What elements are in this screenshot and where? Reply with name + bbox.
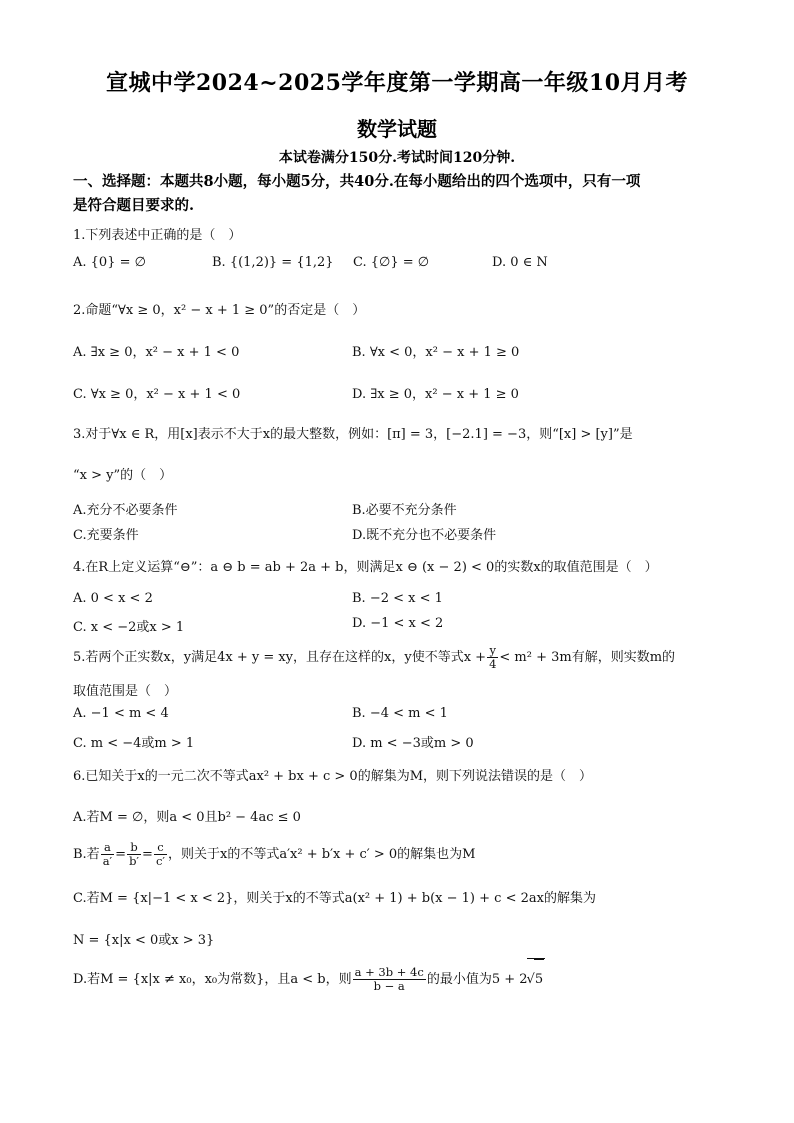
q4-stem: 4.在R上定义运算“⊖”：a ⊖ b = ab + 2a + b，则满足x ⊖ (x − 2) < 0的实数x的取值范围是（ ） xyxy=(73,560,658,575)
q2-option-a: A. ∃x ≥ 0，x² − x + 1 < 0 xyxy=(73,345,240,360)
q6-b-frac-a-den: a′ xyxy=(102,854,113,868)
q6-b-frac-c-den: c′ xyxy=(155,854,166,868)
q4-option-a: A. 0 < x < 2 xyxy=(73,591,153,606)
q6-b-fraction-c xyxy=(154,841,167,868)
q1-option-d: D. 0 ∈ N xyxy=(492,255,548,270)
q5-stem-line1 xyxy=(73,640,675,676)
q3-option-d: D.既不充分也不必要条件 xyxy=(352,528,497,543)
q5-option-b: B. −4 < m < 1 xyxy=(352,706,448,721)
q5-fraction xyxy=(487,644,498,671)
q6-b-fraction-a xyxy=(101,841,114,868)
q5-fraction-numerator: y xyxy=(487,644,498,658)
q6-option-c-line1: C.若M = {x|−1 < x < 2}，则关于x的不等式a(x² + 1) + b(x − 1) + c < 2ax的解集为 xyxy=(73,891,596,906)
q3-stem-line1: 3.对于∀x ∈ R，用[x]表示不大于x的最大整数，例如：[π] = 3，[−2.1] = −3，则“[x] > [y]”是 xyxy=(73,427,633,442)
q6-b-fraction-b xyxy=(127,841,141,868)
section-heading-line1: 一、选择题：本题共8小题，每小题5分，共40分.在每小题给出的四个选项中，只有一项 xyxy=(73,173,641,190)
q6-stem: 6.已知关于x的一元二次不等式ax² + bx + c > 0的解集为M，则下列说法错误的是（ ） xyxy=(73,769,593,784)
q6-b-equals-1: = xyxy=(115,847,127,862)
q6-option-c-line2: N = {x|x < 0或x > 3} xyxy=(73,933,215,948)
q2-option-d: D. ∃x ≥ 0，x² − x + 1 ≥ 0 xyxy=(352,387,519,402)
q6-option-b xyxy=(73,836,475,874)
q2-stem: 2.命题“∀x ≥ 0，x² − x + 1 ≥ 0”的否定是（ ） xyxy=(73,303,366,318)
q5-option-d: D. m < −3或m > 0 xyxy=(352,736,474,751)
q3-option-a: A.充分不必要条件 xyxy=(73,503,178,518)
exam-subtitle: 数学试题 xyxy=(357,117,437,141)
q4-option-c: C. x < −2或x > 1 xyxy=(73,620,185,635)
q6-option-d-suffix: 的最小值为5 + 2 xyxy=(426,972,528,987)
q6-d-frac-den: b − a xyxy=(373,979,405,993)
q6-d-sqrt: √5 xyxy=(527,958,546,1000)
q6-b-frac-b-den: b′ xyxy=(129,854,140,868)
section-heading-line2: 是符合题目要求的. xyxy=(73,197,195,214)
q5-fraction-denominator: 4 xyxy=(489,657,497,671)
q6-d-frac-num: a + 3b + 4c xyxy=(354,965,424,979)
q6-option-a: A.若M = ∅，则a < 0且b² − 4ac ≤ 0 xyxy=(73,810,301,825)
exam-intro: 本试卷满分150分.考试时间120分钟. xyxy=(278,150,516,166)
q1-option-c: C. {∅} = ∅ xyxy=(353,255,430,270)
q5-option-a: A. −1 < m < 4 xyxy=(73,706,169,721)
q2-option-c: C. ∀x ≥ 0，x² − x + 1 < 0 xyxy=(73,387,241,402)
q3-option-c: C.充要条件 xyxy=(73,528,139,543)
q1-stem: 1.下列表述中正确的是（ ） xyxy=(73,228,242,243)
q6-b-frac-c-num: c xyxy=(154,841,167,855)
q5-stem-line2: 取值范围是（ ） xyxy=(73,684,178,699)
q5-stem-part1: 5.若两个正实数x，y满足4x + y = xy，且存在这样的x，y使不等式x + xyxy=(73,650,487,665)
q3-stem-line2: “x > y”的（ ） xyxy=(73,468,173,483)
q6-option-b-prefix: B.若 xyxy=(73,847,100,862)
q6-option-d xyxy=(73,958,545,1000)
q6-b-frac-b-num: b xyxy=(127,841,141,855)
q5-option-c: C. m < −4或m > 1 xyxy=(73,736,195,751)
q6-b-frac-a-num: a xyxy=(101,841,114,855)
q1-option-a: A. {0} = ∅ xyxy=(73,255,146,270)
q6-d-fraction xyxy=(353,966,426,993)
q6-d-sqrt-radicand: 5 xyxy=(534,959,544,1000)
q3-option-b: B.必要不充分条件 xyxy=(352,503,457,518)
q4-option-d: D. −1 < x < 2 xyxy=(352,616,444,631)
q6-b-equals-2: = xyxy=(142,847,153,862)
q5-stem-part2: < m² + 3m有解，则实数m的 xyxy=(499,650,676,665)
exam-title: 宣城中学2024~2025学年度第一学期高一年级10月月考 xyxy=(105,70,688,96)
q4-option-b: B. −2 < x < 1 xyxy=(352,591,443,606)
q6-option-b-suffix: ，则关于x的不等式a′x² + b′x + c′ > 0的解集也为M xyxy=(168,847,476,862)
q6-option-d-prefix: D.若M = {x|x ≠ x₀，x₀为常数}，且a < b，则 xyxy=(73,972,352,987)
q2-option-b: B. ∀x < 0，x² − x + 1 ≥ 0 xyxy=(352,345,520,360)
q1-option-b: B. {(1,2)} = {1,2} xyxy=(212,255,334,270)
